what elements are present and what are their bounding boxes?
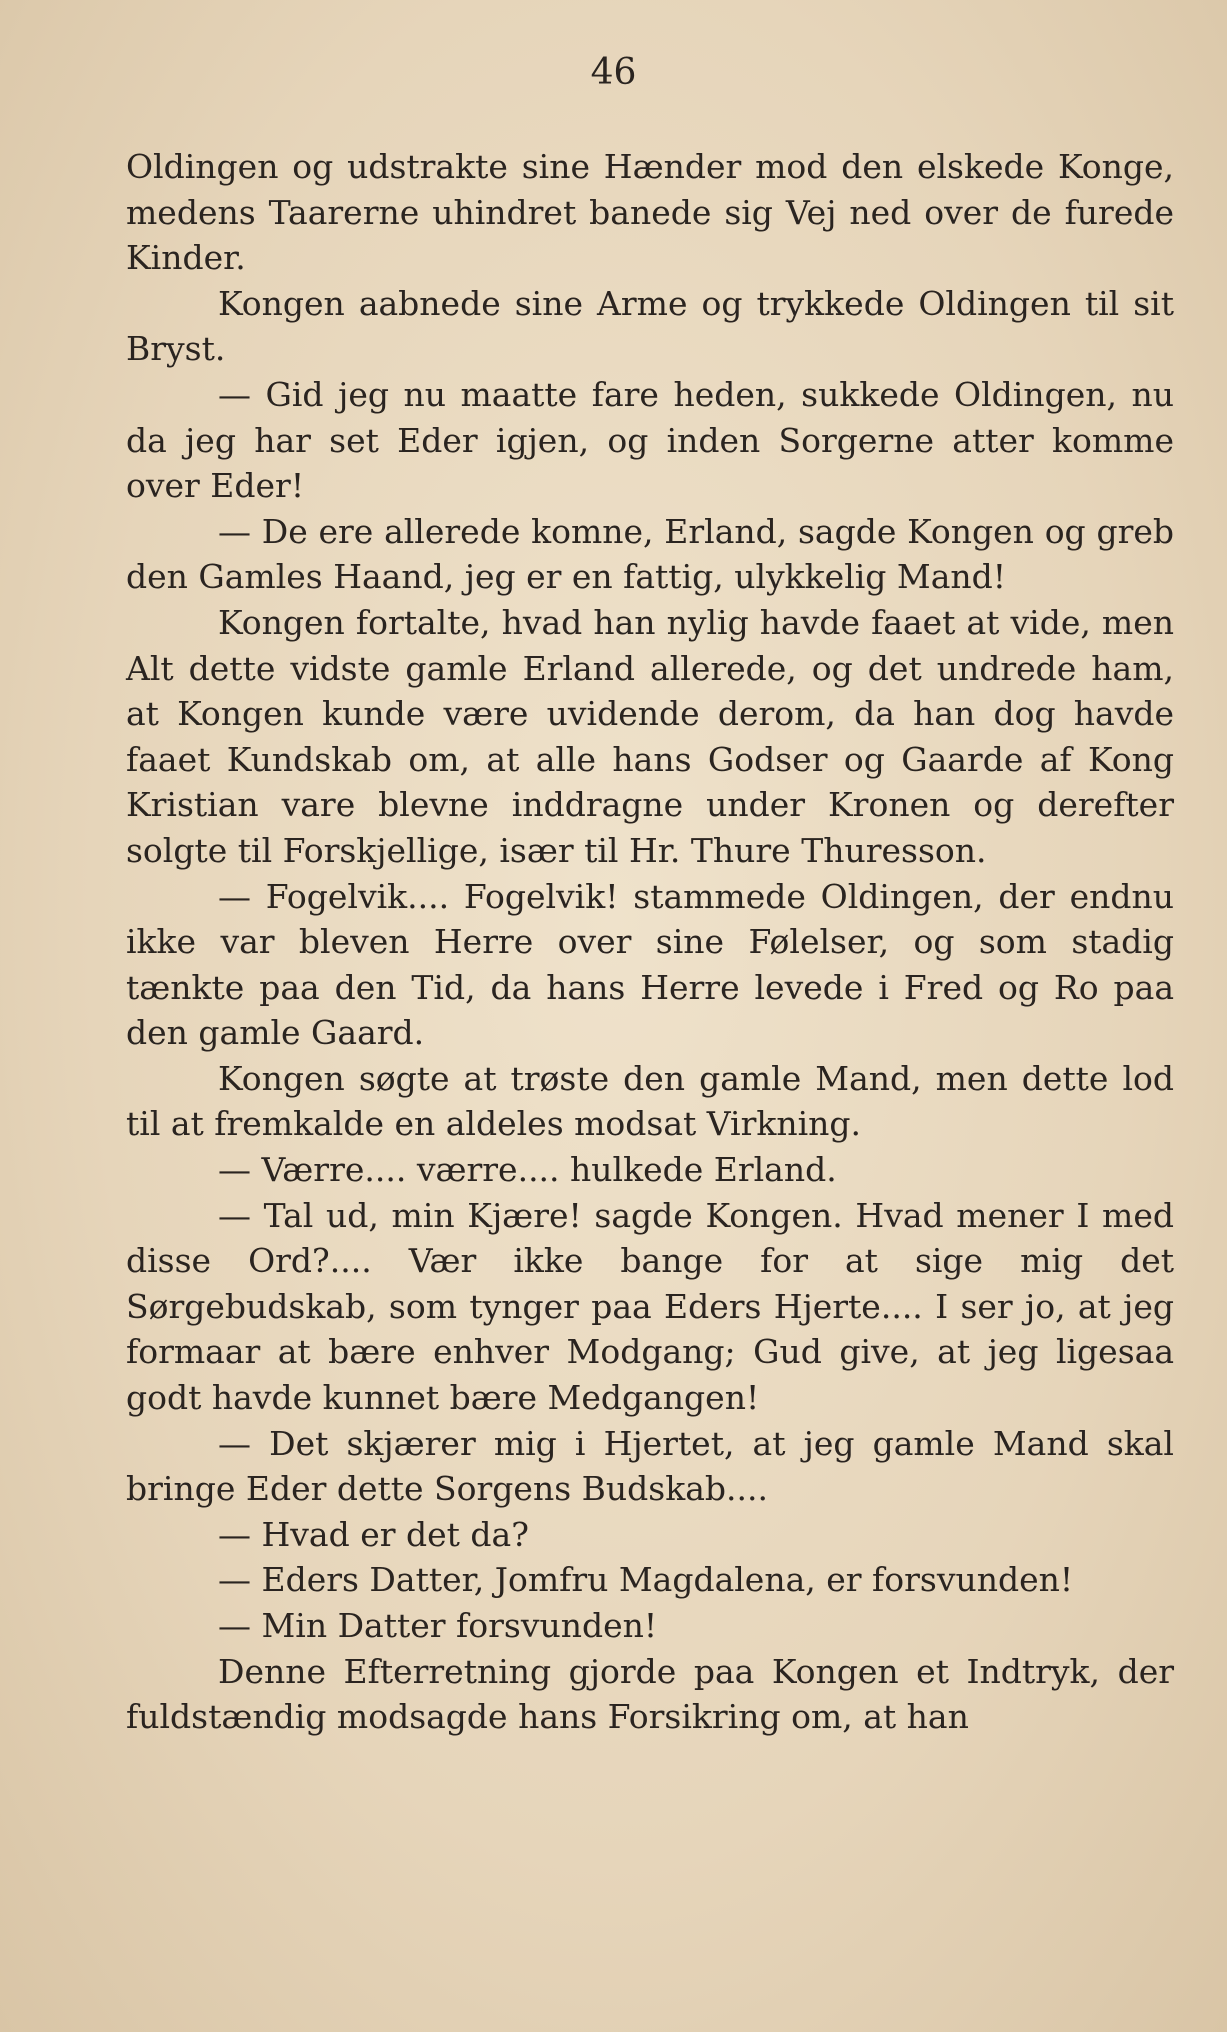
- paragraph: — Fogelvik.... Fogelvik! stammede Oldingen, der endnu ikke var bleven Herre over sine Følelser, og som stadig tænkte paa den Tid, da hans Herre levede i Fred og Ro paa den gamle Gaard.: [126, 876, 1174, 1053]
- paragraph: — Værre.... værre.... hulkede Erland.: [218, 1150, 837, 1190]
- paragraph: Kongen søgte at trøste den gamle Mand, men dette lod til at fremkalde en aldeles modsat Virkning.: [126, 1058, 1174, 1144]
- paragraph: — Tal ud, min Kjære! sagde Kongen. Hvad mener I med disse Ord?.... Vær ikke bange for at sige mig det Sørgebudskab, som tynger paa Eders Hjerte.... I ser jo, at jeg formaar at bære enhver Modgang; Gud give, at jeg ligesaa godt havde kunnet bære Medgangen!: [126, 1195, 1174, 1418]
- paragraph: Denne Efterretning gjorde paa Kongen et Indtryk, der fuldstændig modsagde hans Forsikring om, at han: [126, 1651, 1174, 1737]
- paragraph: — Min Datter forsvunden!: [218, 1606, 658, 1645]
- body-text: [126, 144, 1174, 1740]
- paragraph: — De ere allerede komne, Erland, sagde Kongen og greb den Gamles Haand, jeg er en fattig, ulykkelig Mand!: [126, 511, 1174, 597]
- paragraph: — Gid jeg nu maatte fare heden, sukkede Oldingen, nu da jeg har set Eder igjen, og inden Sorgerne atter komme over Eder!: [126, 374, 1174, 506]
- paragraph: Oldingen og udstrakte sine Hænder mod den elskede Konge, medens Taarerne uhindret banede sig Vej ned over de furede Kinder.: [126, 147, 1174, 278]
- paragraph: — Det skjærer mig i Hjertet, at jeg gamle Mand skal bringe Eder dette Sorgens Budskab....: [126, 1423, 1174, 1509]
- paragraph: Kongen aabnede sine Arme og trykkede Oldingen til sit Bryst.: [126, 283, 1174, 369]
- paragraph: Kongen fortalte, hvad han nylig havde faaet at vide, men Alt dette vidste gamle Erland allerede, og det undrede ham, at Kongen kunde være uvidende derom, da han dog havde faaet Kundskab om, at alle hans Godser og Gaarde af Kong Kristian vare blevne inddragne under Kronen og derefter solgte til Forskjellige, især til Hr. Thure Thuresson.: [126, 602, 1174, 870]
- paragraph: — Hvad er det da?: [218, 1514, 529, 1554]
- paragraph: — Eders Datter, Jomfru Magdalena, er forsvunden!: [218, 1560, 1074, 1600]
- page-number: 46: [590, 52, 637, 93]
